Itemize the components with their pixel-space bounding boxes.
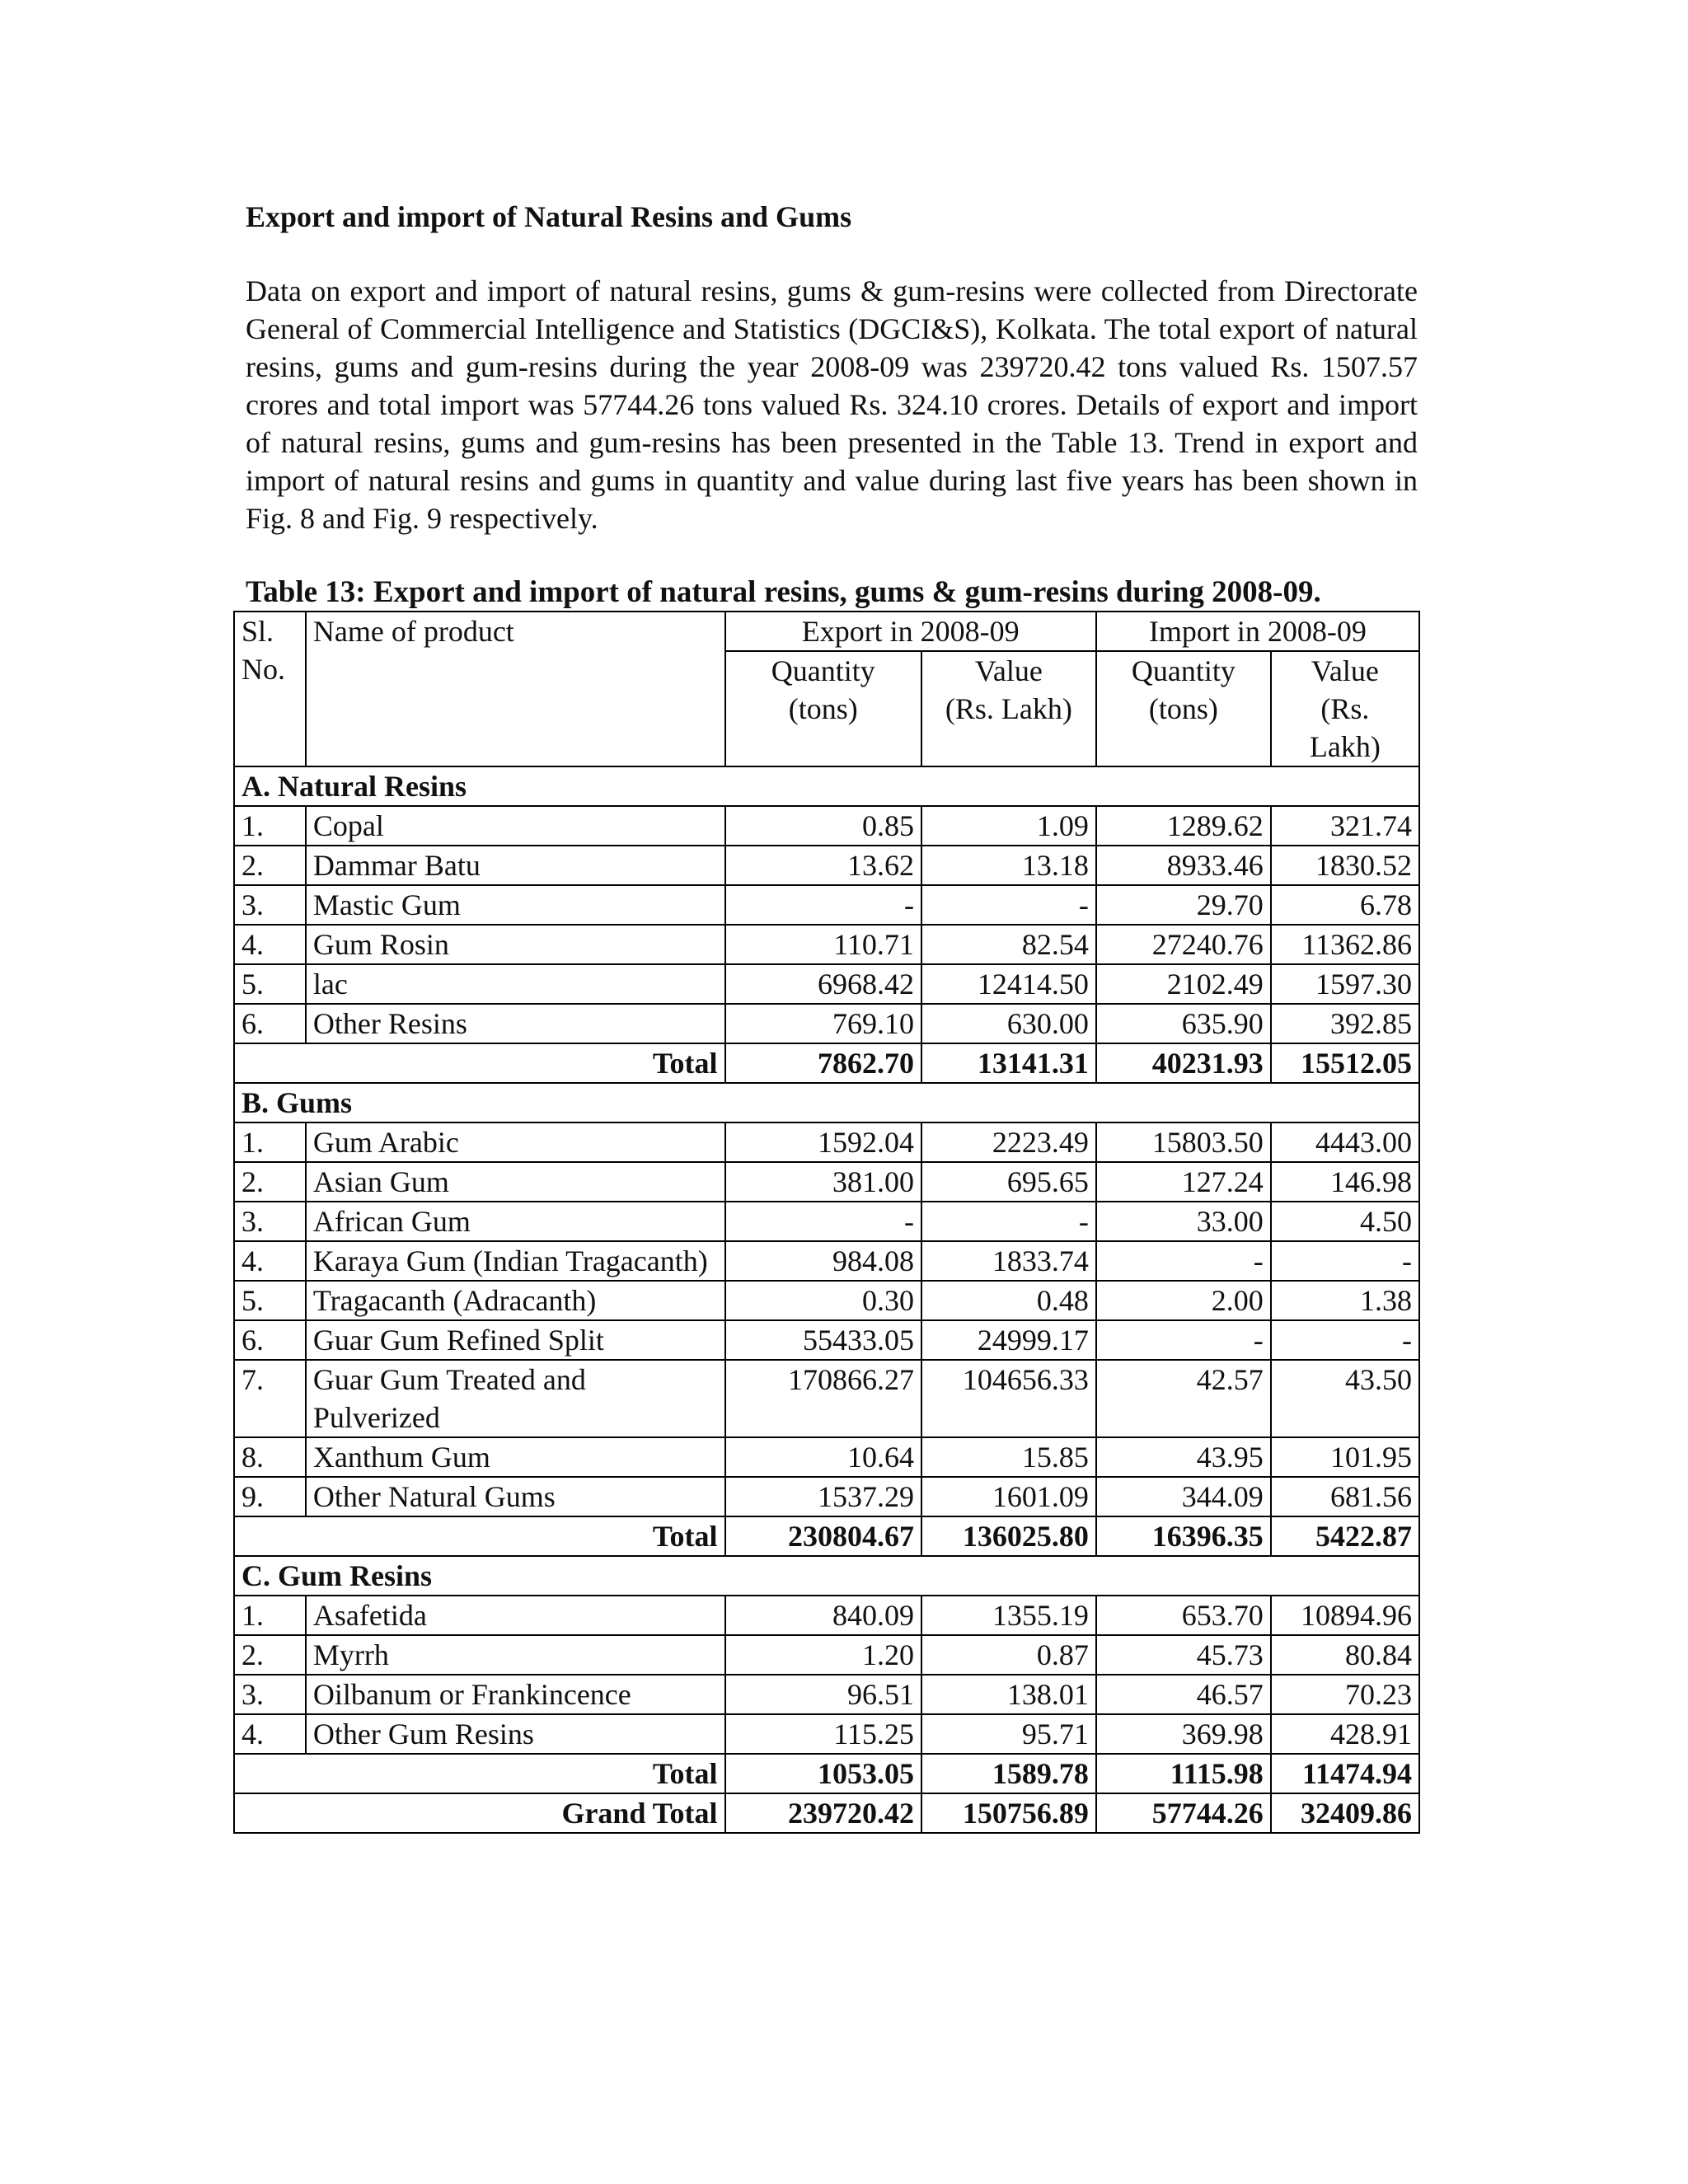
total-value-cell: 1589.78: [921, 1754, 1096, 1793]
total-row: [234, 1754, 1419, 1793]
value-cell: 146.98: [1271, 1162, 1419, 1202]
product-name-cell: Guar Gum Refined Split: [306, 1320, 725, 1360]
value-cell: 46.57: [1096, 1675, 1271, 1714]
sl-no-cell: 3.: [234, 1675, 306, 1714]
value-cell: 4443.00: [1271, 1122, 1419, 1162]
value-cell: 381.00: [725, 1162, 921, 1202]
grand-total-row: [234, 1793, 1419, 1833]
header-sl-no: Sl. No.: [234, 612, 306, 766]
table-row: [234, 806, 1419, 846]
value-cell: 11362.86: [1271, 925, 1419, 964]
total-value-cell: 16396.35: [1096, 1516, 1271, 1556]
value-cell: 653.70: [1096, 1596, 1271, 1635]
sl-no-cell: 4.: [234, 925, 306, 964]
value-cell: 115.25: [725, 1714, 921, 1754]
total-label: Total: [234, 1516, 725, 1556]
table-row: [234, 885, 1419, 925]
header-product-name: Name of product: [306, 612, 725, 766]
sl-no-cell: 3.: [234, 885, 306, 925]
total-value-cell: 1115.98: [1096, 1754, 1271, 1793]
sl-no-cell: 1.: [234, 1596, 306, 1635]
product-name-cell: Gum Rosin: [306, 925, 725, 964]
section-row: [234, 1556, 1419, 1596]
value-cell: 82.54: [921, 925, 1096, 964]
value-cell: 1597.30: [1271, 964, 1419, 1004]
value-cell: -: [921, 885, 1096, 925]
sl-no-cell: 8.: [234, 1437, 306, 1477]
grand-total-label: Grand Total: [234, 1793, 725, 1833]
table-row: [234, 846, 1419, 885]
value-cell: 29.70: [1096, 885, 1271, 925]
value-cell: 2223.49: [921, 1122, 1096, 1162]
table-row: [234, 1596, 1419, 1635]
value-cell: 1.38: [1271, 1281, 1419, 1320]
value-cell: -: [1271, 1241, 1419, 1281]
value-cell: 321.74: [1271, 806, 1419, 846]
value-cell: -: [1096, 1320, 1271, 1360]
value-cell: 43.95: [1096, 1437, 1271, 1477]
table-row: [234, 1004, 1419, 1043]
value-cell: -: [1271, 1320, 1419, 1360]
table-row: [234, 925, 1419, 964]
value-cell: 2.00: [1096, 1281, 1271, 1320]
sl-no-cell: 3.: [234, 1202, 306, 1241]
value-cell: 10.64: [725, 1437, 921, 1477]
product-name-cell: Guar Gum Treated and Pulverized: [306, 1360, 725, 1437]
value-cell: 15.85: [921, 1437, 1096, 1477]
value-cell: 6968.42: [725, 964, 921, 1004]
table-row: [234, 1202, 1419, 1241]
table-row: [234, 1675, 1419, 1714]
value-cell: 127.24: [1096, 1162, 1271, 1202]
table-row: [234, 1162, 1419, 1202]
value-cell: 101.95: [1271, 1437, 1419, 1477]
value-cell: 1830.52: [1271, 846, 1419, 885]
table-row: [234, 1281, 1419, 1320]
value-cell: 984.08: [725, 1241, 921, 1281]
section-title: C. Gum Resins: [234, 1556, 1419, 1596]
value-cell: 24999.17: [921, 1320, 1096, 1360]
value-cell: 110.71: [725, 925, 921, 964]
value-cell: 695.65: [921, 1162, 1096, 1202]
sl-no-cell: 7.: [234, 1360, 306, 1437]
value-cell: 0.87: [921, 1635, 1096, 1675]
value-cell: 8933.46: [1096, 846, 1271, 885]
section-title: B. Gums: [234, 1083, 1419, 1122]
product-name-cell: Dammar Batu: [306, 846, 725, 885]
sl-no-cell: 2.: [234, 1635, 306, 1675]
product-name-cell: Copal: [306, 806, 725, 846]
value-cell: 681.56: [1271, 1477, 1419, 1516]
grand-total-value-cell: 150756.89: [921, 1793, 1096, 1833]
header-export-quantity: Quantity (tons): [725, 651, 921, 766]
value-cell: 80.84: [1271, 1635, 1419, 1675]
product-name-cell: Oilbanum or Frankincence: [306, 1675, 725, 1714]
value-cell: -: [921, 1202, 1096, 1241]
sl-no-cell: 1.: [234, 1122, 306, 1162]
value-cell: 0.85: [725, 806, 921, 846]
value-cell: 2102.49: [1096, 964, 1271, 1004]
value-cell: -: [725, 885, 921, 925]
value-cell: -: [1096, 1241, 1271, 1281]
value-cell: 15803.50: [1096, 1122, 1271, 1162]
value-cell: 344.09: [1096, 1477, 1271, 1516]
value-cell: 45.73: [1096, 1635, 1271, 1675]
table-row: [234, 1635, 1419, 1675]
value-cell: -: [725, 1202, 921, 1241]
product-name-cell: lac: [306, 964, 725, 1004]
value-cell: 1537.29: [725, 1477, 921, 1516]
value-cell: 1289.62: [1096, 806, 1271, 846]
table-row: [234, 1122, 1419, 1162]
table-row: [234, 1437, 1419, 1477]
value-cell: 630.00: [921, 1004, 1096, 1043]
product-name-cell: Asafetida: [306, 1596, 725, 1635]
value-cell: 1.09: [921, 806, 1096, 846]
table-header-row: [234, 612, 1419, 651]
resins-gums-table: [233, 611, 1420, 1834]
value-cell: 12414.50: [921, 964, 1096, 1004]
sl-no-cell: 1.: [234, 806, 306, 846]
table-row: [234, 964, 1419, 1004]
value-cell: 1.20: [725, 1635, 921, 1675]
value-cell: 55433.05: [725, 1320, 921, 1360]
total-value-cell: 11474.94: [1271, 1754, 1419, 1793]
table-row: [234, 1714, 1419, 1754]
total-value-cell: 230804.67: [725, 1516, 921, 1556]
value-cell: 170866.27: [725, 1360, 921, 1437]
value-cell: 138.01: [921, 1675, 1096, 1714]
total-value-cell: 5422.87: [1271, 1516, 1419, 1556]
value-cell: 0.48: [921, 1281, 1096, 1320]
value-cell: 369.98: [1096, 1714, 1271, 1754]
value-cell: 43.50: [1271, 1360, 1419, 1437]
value-cell: 1601.09: [921, 1477, 1096, 1516]
total-value-cell: 13141.31: [921, 1043, 1096, 1083]
value-cell: 635.90: [1096, 1004, 1271, 1043]
value-cell: 33.00: [1096, 1202, 1271, 1241]
sl-no-cell: 2.: [234, 846, 306, 885]
value-cell: 428.91: [1271, 1714, 1419, 1754]
total-value-cell: 1053.05: [725, 1754, 921, 1793]
section-row: [234, 1083, 1419, 1122]
value-cell: 13.18: [921, 846, 1096, 885]
product-name-cell: Other Resins: [306, 1004, 725, 1043]
table-caption: Table 13: Export and import of natural resins, gums & gum-resins during 2008-09.: [246, 575, 1321, 609]
grand-total-value-cell: 239720.42: [725, 1793, 921, 1833]
value-cell: 70.23: [1271, 1675, 1419, 1714]
total-value-cell: 136025.80: [921, 1516, 1096, 1556]
product-name-cell: Tragacanth (Adracanth): [306, 1281, 725, 1320]
section-title: A. Natural Resins: [234, 766, 1419, 806]
value-cell: 13.62: [725, 846, 921, 885]
sl-no-cell: 2.: [234, 1162, 306, 1202]
total-label: Total: [234, 1754, 725, 1793]
value-cell: 96.51: [725, 1675, 921, 1714]
value-cell: 104656.33: [921, 1360, 1096, 1437]
table-row: [234, 1241, 1419, 1281]
header-import-quantity: Quantity (tons): [1096, 651, 1271, 766]
product-name-cell: Xanthum Gum: [306, 1437, 725, 1477]
total-row: [234, 1043, 1419, 1083]
product-name-cell: Asian Gum: [306, 1162, 725, 1202]
value-cell: 6.78: [1271, 885, 1419, 925]
product-name-cell: Gum Arabic: [306, 1122, 725, 1162]
product-name-cell: Other Natural Gums: [306, 1477, 725, 1516]
sl-no-cell: 4.: [234, 1714, 306, 1754]
intro-paragraph: Data on export and import of natural resins, gums & gum-resins were collected from Directorate General of Commercial Intelligence and Statistics (DGCI&S), Kolkata. The total export of natural resins, gums and gum-resins during the year 2008-09 was 239720.42 tons valued Rs. 1507.57 crores and total import was 57744.26 tons valued Rs. 324.10 crores. Details of export and import of natural resins, gums and gum-resins has been presented in the Table 13. Trend in export and import of natural resins and gums in quantity and value during last five years has been shown in Fig. 8 and Fig. 9 respectively.: [246, 274, 1418, 535]
sl-no-cell: 4.: [234, 1241, 306, 1281]
sl-no-cell: 6.: [234, 1320, 306, 1360]
value-cell: 27240.76: [1096, 925, 1271, 964]
sl-no-cell: 5.: [234, 1281, 306, 1320]
total-label: Total: [234, 1043, 725, 1083]
table-row: [234, 1360, 1419, 1437]
section-row: [234, 766, 1419, 806]
value-cell: 42.57: [1096, 1360, 1271, 1437]
value-cell: 392.85: [1271, 1004, 1419, 1043]
product-name-cell: Myrrh: [306, 1635, 725, 1675]
header-import: Import in 2008-09: [1096, 612, 1419, 651]
header-export-value: Value (Rs. Lakh): [921, 651, 1096, 766]
value-cell: 4.50: [1271, 1202, 1419, 1241]
table-row: [234, 1477, 1419, 1516]
product-name-cell: African Gum: [306, 1202, 725, 1241]
header-import-value: Value (Rs. Lakh): [1271, 651, 1419, 766]
product-name-cell: Mastic Gum: [306, 885, 725, 925]
total-row: [234, 1516, 1419, 1556]
total-value-cell: 7862.70: [725, 1043, 921, 1083]
grand-total-value-cell: 57744.26: [1096, 1793, 1271, 1833]
value-cell: 840.09: [725, 1596, 921, 1635]
value-cell: 1592.04: [725, 1122, 921, 1162]
table-row: [234, 1320, 1419, 1360]
sl-no-cell: 6.: [234, 1004, 306, 1043]
value-cell: 10894.96: [1271, 1596, 1419, 1635]
value-cell: 95.71: [921, 1714, 1096, 1754]
product-name-cell: Other Gum Resins: [306, 1714, 725, 1754]
grand-total-value-cell: 32409.86: [1271, 1793, 1419, 1833]
product-name-cell: Karaya Gum (Indian Tragacanth): [306, 1241, 725, 1281]
total-value-cell: 15512.05: [1271, 1043, 1419, 1083]
page-heading: Export and import of Natural Resins and Gums: [246, 200, 852, 233]
total-value-cell: 40231.93: [1096, 1043, 1271, 1083]
header-export: Export in 2008-09: [725, 612, 1096, 651]
value-cell: 0.30: [725, 1281, 921, 1320]
value-cell: 1355.19: [921, 1596, 1096, 1635]
sl-no-cell: 9.: [234, 1477, 306, 1516]
value-cell: 769.10: [725, 1004, 921, 1043]
sl-no-cell: 5.: [234, 964, 306, 1004]
value-cell: 1833.74: [921, 1241, 1096, 1281]
